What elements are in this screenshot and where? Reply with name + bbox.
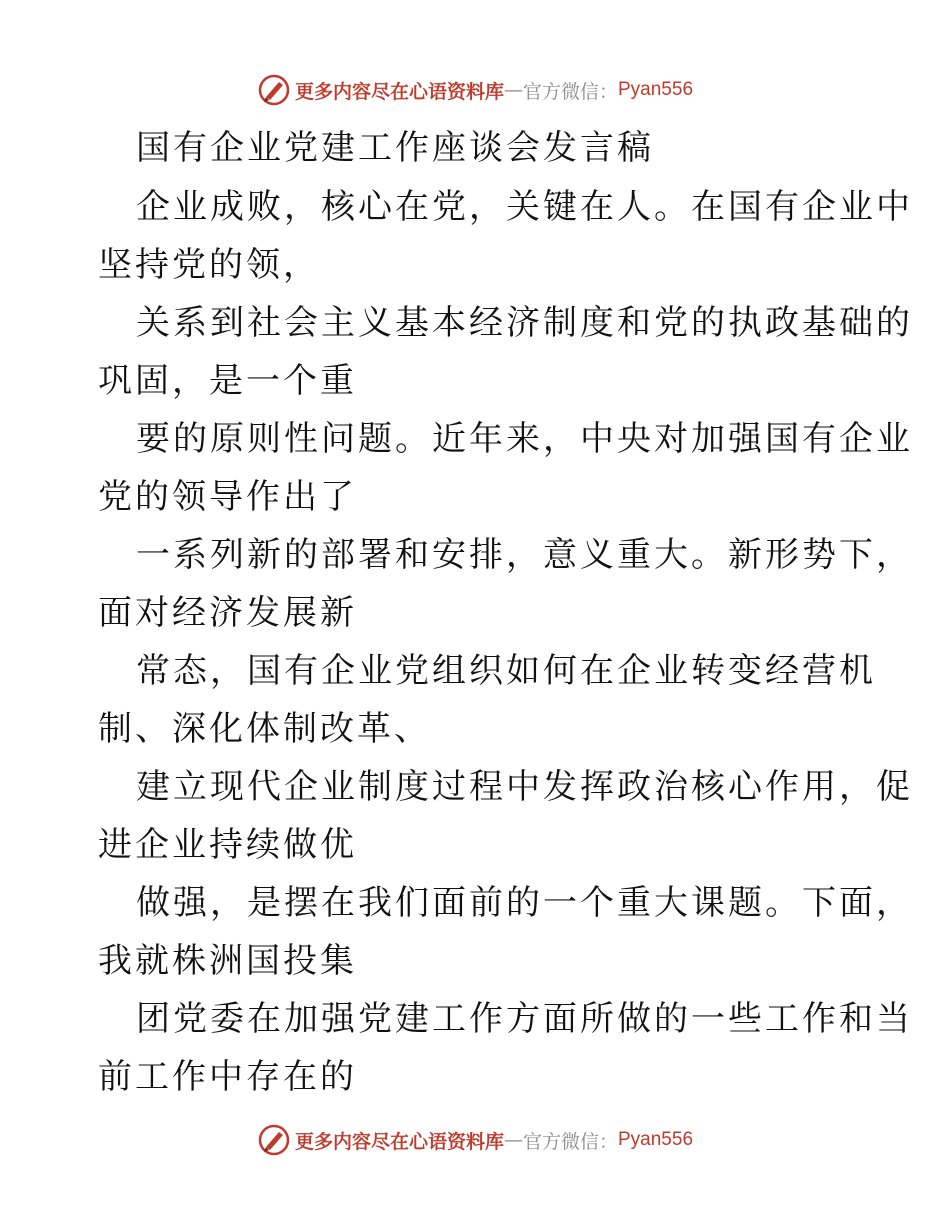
footer-separator: —: [503, 1129, 523, 1151]
text-line: 常态，国有企业党组织如何在企业转变经营机: [136, 651, 876, 691]
text-line: 前工作中存在的: [98, 1057, 357, 1097]
document-body: [98, 118, 913, 1106]
footer-wechat-label: 官方微信：: [522, 1130, 618, 1153]
footer-brand-text: 更多内容尽在心语资料库: [294, 1130, 504, 1153]
text-line: 做强，是摆在我们面前的一个重大课题。下面，: [136, 883, 913, 923]
text-line: 要的原则性问题。近年来，中央对加强国有企业: [136, 419, 913, 459]
text-line: 制、深化体制改革、: [98, 709, 431, 749]
text-line: 党的领导作出了: [98, 477, 357, 517]
footer-banner: [0, 1120, 950, 1160]
text-line: 建立现代企业制度过程中发挥政治核心作用，促: [136, 767, 913, 807]
text-line: 我就株洲国投集: [98, 941, 357, 981]
document-title: 国有企业党建工作座谈会发言稿: [136, 128, 654, 168]
text-line: 进企业持续做优: [98, 825, 357, 865]
header-separator: —: [503, 79, 523, 101]
text-line: 巩固，是一个重: [98, 361, 357, 401]
text-line: 关系到社会主义基本经济制度和党的执政基础的: [136, 303, 913, 343]
text-line: 坚持党的领，: [98, 245, 320, 285]
header-brand-text: 更多内容尽在心语资料库: [294, 80, 504, 103]
pen-logo-icon: [257, 1123, 291, 1157]
text-line: 一系列新的部署和安排，意义重大。新形势下，: [136, 535, 913, 575]
footer-wechat-id: Pyan556: [618, 1129, 694, 1150]
text-line: 面对经济发展新: [98, 593, 357, 633]
text-line: 团党委在加强党建工作方面所做的一些工作和当: [136, 999, 913, 1039]
header-banner: [0, 70, 950, 110]
pen-logo-icon: [257, 73, 291, 107]
header-wechat-label: 官方微信：: [522, 80, 618, 103]
text-line: 企业成败，核心在党，关键在人。在国有企业中: [136, 187, 913, 227]
header-wechat-id: Pyan556: [618, 79, 694, 100]
